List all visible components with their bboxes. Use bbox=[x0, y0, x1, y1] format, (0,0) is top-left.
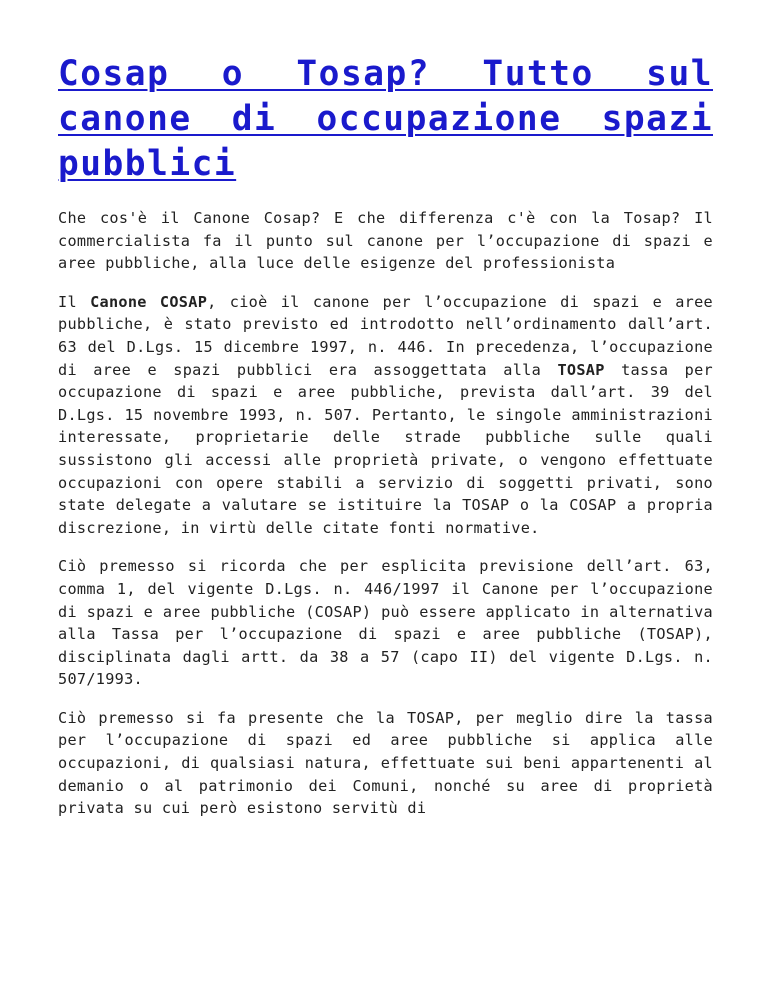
paragraph-1 bbox=[58, 291, 713, 540]
paragraph-1-start: Il bbox=[58, 292, 91, 311]
article-subtitle: Che cos'è il Canone Cosap? E che differenza c'è con la Tosap? Il commercialista fa il punto sul canone per l’occupazione di spazi e aree pubbliche, alla luce delle esigenze del professionista bbox=[58, 209, 713, 273]
paragraph-2: Ciò premesso si ricorda che per esplicita previsione dell’art. 63, comma 1, del vigente D.Lgs. n. 446/1997 il Canone per l’occupazione di spazi e aree pubbliche (COSAP) può essere applicato in alternativa alla Tassa per l’occupazione di spazi e aree pubbliche (TOSAP), disciplinata dagli artt. da 38 a 57 (capo II) del vigente D.Lgs. n. 507/1993. bbox=[58, 557, 713, 689]
article-title bbox=[58, 52, 713, 187]
paragraph-1-middle: , cioè il canone per l’occupazione di spazi e aree pubbliche, è stato previsto ed introdotto nell’ordinamento dall’art. 63 del D.Lgs. 15 dicembre 1997, n. 446. In precedenza, l’occupazione di aree e spazi pubblici era assoggettata alla bbox=[58, 292, 713, 379]
paragraph-1-end: tassa per occupazione di spazi e aree pubbliche, prevista dall’art. 39 del D.Lgs. 15 novembre 1993, n. 507. Pertanto, le singole amministrazioni interessate, proprietarie delle strade pubbliche sulle quali sussistono gli accessi alle proprietà private, o vengono effettuate occupazioni con opere stabili a servizio di soggetti privati, sono state delegate a valutare se istituire la TOSAP o la COSAP a propria discrezione, in virtù delle citate fonti normative. bbox=[58, 360, 714, 537]
article-title-link[interactable]: Cosap o Tosap? Tutto sul canone di occupazione spazi pubblici bbox=[58, 54, 713, 184]
paragraph-3: Ciò premesso si fa presente che la TOSAP, per meglio dire la tassa per l’occupazione di spazi ed aree pubbliche si applica alle occupazioni, di qualsiasi natura, effettuate sui beni appartenenti al demanio o al patrimonio dei Comuni, nonché su aree di proprietà privata su cui però esistono servitù di bbox=[58, 708, 713, 818]
tosap-bold: TOSAP bbox=[557, 360, 605, 379]
article bbox=[58, 52, 713, 836]
canone-cosap-bold: Canone COSAP bbox=[90, 292, 208, 311]
